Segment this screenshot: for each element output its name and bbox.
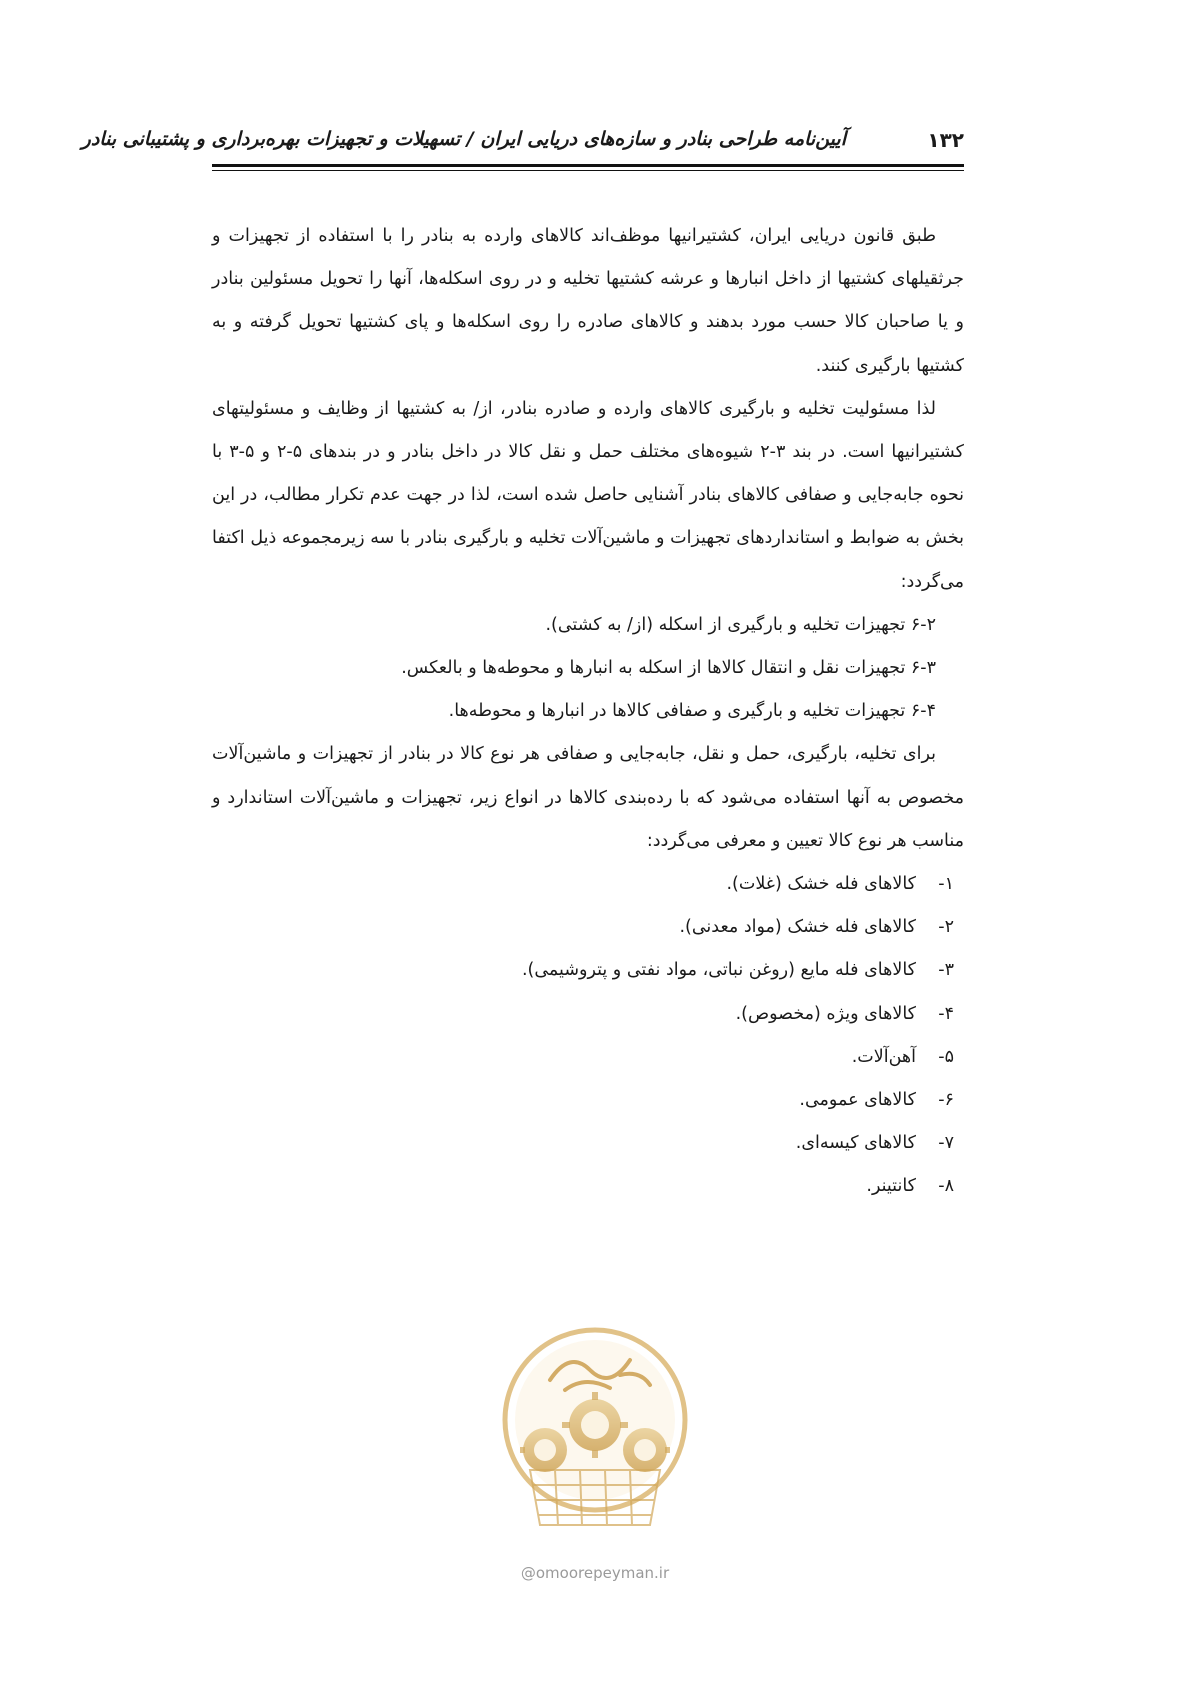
list-item	[212, 906, 964, 949]
list-text: کالاهای کیسه‌ای.	[795, 1133, 916, 1154]
list-item	[212, 1165, 964, 1208]
list-number: ۶-	[938, 1090, 954, 1111]
watermark-url: @omoorepeyman.ir	[520, 1564, 670, 1582]
list-number: ۳-	[938, 960, 954, 981]
list-text: کانتینر.	[866, 1176, 916, 1197]
header-divider	[212, 164, 964, 171]
cargo-type-list	[212, 863, 964, 1209]
list-item	[212, 993, 964, 1036]
paragraph-1: طبق قانون دریایی ایران، کشتیرانیها موظف‌اند کالاهای وارده به بنادر را با استفاده از تجهیزات و جرثقیلهای کشتیها از داخل انبارها و عرشه کشتیها تخلیه و در روی اسکله‌ها، آنها را تحویل مسئولین بنادر و یا صاحبان کالا حسب مورد بدهند و کالاهای صادره را روی اسکله‌ها و پای کشتیها تحویل گرفته و به کشتیها بارگیری کنند.	[212, 226, 964, 376]
subsection-item: ۶-۲ تجهیزات تخلیه و بارگیری از اسکله (از/ به کشتی).	[545, 614, 936, 635]
list-text: کالاهای فله خشک (غلات).	[726, 874, 916, 895]
list-text: کالاهای عمومی.	[799, 1090, 916, 1111]
subsection-item: ۶-۴ تجهیزات تخلیه و بارگیری و صفافی کالاها در انبارها و محوطه‌ها.	[448, 701, 936, 722]
list-item	[212, 1122, 964, 1165]
omoorepeyman-logo-icon	[490, 1320, 700, 1560]
paragraph-2: لذا مسئولیت تخلیه و بارگیری کالاهای وارده و صادره بنادر، از/ به کشتیها از وظایف و مسئولیتهای کشتیرانیها است. در بند ۳-۲ شیوه‌های مختلف حمل و نقل کالا در داخل بنادر و در بندهای ۵-۲ و ۵-۳ با نحوه جابه‌جایی و صفافی کالاهای بنادر آشنایی حاصل شده است، لذا در جهت عدم تکرار مطالب، در این بخش به ضوابط و استانداردهای تجهیزات و ماشین‌آلات تخلیه و بارگیری بنادر با سه زیرمجموعه ذیل اکتفا می‌گردد:	[212, 398, 964, 592]
watermark-logo	[490, 1320, 700, 1600]
list-text: آهن‌آلات.	[851, 1046, 916, 1067]
list-number: ۵-	[938, 1046, 954, 1067]
list-text: کالاهای فله خشک (مواد معدنی).	[679, 917, 916, 938]
list-number: ۷-	[938, 1133, 954, 1154]
list-number: ۱-	[938, 874, 954, 895]
list-text: کالاهای فله مایع (روغن نباتی، مواد نفتی و پتروشیمی).	[521, 960, 916, 981]
subsection-item: ۶-۳ تجهیزات نقل و انتقال کالاها از اسکله به انبارها و محوطه‌ها و بالعکس.	[401, 658, 936, 679]
page-number: ۱۳۲	[927, 128, 964, 152]
list-item	[212, 863, 964, 906]
list-text: کالاهای ویژه (مخصوص).	[735, 1003, 916, 1024]
list-number: ۴-	[938, 1003, 954, 1024]
list-item	[212, 949, 964, 992]
list-number: ۲-	[938, 917, 954, 938]
list-item	[212, 1036, 964, 1079]
body-text	[212, 215, 964, 1209]
list-item	[212, 1079, 964, 1122]
running-header	[81, 128, 964, 160]
paragraph-3: برای تخلیه، بارگیری، حمل و نقل، جابه‌جایی و صفافی هر نوع کالا در بنادر از تجهیزات و ماشین‌آلات مخصوص به آنها استفاده می‌شود که با رده‌بندی کالاها در انواع زیر، تجهیزات و ماشین‌آلات استاندارد و مناسب هر نوع کالا تعیین و معرفی می‌گردد:	[212, 744, 964, 851]
list-number: ۸-	[938, 1176, 954, 1197]
running-header-title: آیین‌نامه طراحی بنادر و سازه‌های دریایی ایران / تسهیلات و تجهیزات بهره‌برداری و پشتیبانی بنادر	[81, 128, 846, 150]
